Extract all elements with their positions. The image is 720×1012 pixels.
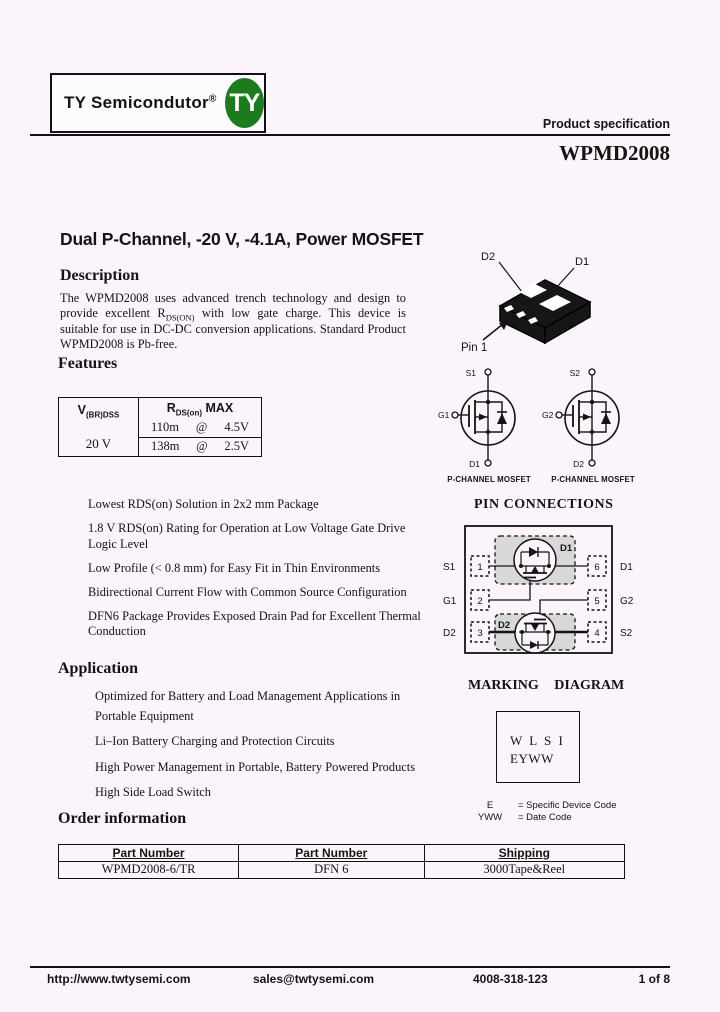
application-list bbox=[95, 687, 435, 809]
order-heading: Order information bbox=[58, 810, 187, 827]
feature-item: DFN6 Package Provides Exposed Drain Pad for Excellent Thermal Conduction bbox=[88, 608, 421, 638]
pin1-arrow bbox=[483, 319, 509, 340]
legend-meaning: = Specific Device Code bbox=[518, 800, 617, 811]
feature-item: Bidirectional Current Flow with Common Source Configuration bbox=[88, 584, 407, 599]
schematic-fet1 bbox=[438, 366, 540, 484]
pin-number: 2 bbox=[477, 596, 483, 607]
application-item: Li–Ion Battery Charging and Protection Circuits bbox=[95, 734, 335, 749]
pchannel-mosfet-symbol-icon bbox=[542, 366, 644, 470]
pin-number: 5 bbox=[594, 596, 600, 607]
package-label-d1: D1 bbox=[575, 256, 590, 268]
schematic-symbols bbox=[438, 366, 644, 484]
pchannel-mosfet-symbol-icon bbox=[438, 366, 540, 470]
d1-leader-line bbox=[556, 268, 574, 288]
rdson-column bbox=[139, 398, 261, 456]
order-shipping: 3000Tape&Reel bbox=[483, 862, 566, 876]
pin-number: 4 bbox=[594, 628, 600, 639]
footer-page-number: 1 of 8 bbox=[638, 972, 670, 986]
pin-label: D1 bbox=[620, 562, 633, 573]
schematic-fet2 bbox=[542, 366, 644, 484]
feature-item: Low Profile (< 0.8 mm) for Easy Fit in Thin Environments bbox=[88, 560, 381, 575]
pin-number: 6 bbox=[594, 562, 600, 573]
product-specification-label: Product specification bbox=[542, 117, 670, 131]
application-heading: Application bbox=[58, 660, 139, 677]
svg-text:D2: D2 bbox=[573, 459, 584, 469]
header-divider bbox=[30, 134, 670, 136]
svg-text:D1: D1 bbox=[469, 459, 480, 469]
feature-item: 1.8 V RDS(on) Rating for Operation at Low Voltage Gate Drive Logic Level bbox=[88, 521, 406, 551]
marking-legend bbox=[462, 800, 616, 823]
features-list bbox=[88, 497, 426, 648]
marking-box bbox=[496, 711, 580, 783]
feature-item: Lowest RDS(on) Solution in 2x2 mm Package bbox=[88, 497, 319, 511]
application-item: Optimized for Battery and Load Management Applications in Portable Equipment bbox=[95, 689, 401, 723]
footer-divider bbox=[30, 966, 670, 968]
order-package: DFN 6 bbox=[238, 862, 424, 878]
order-col-header: Shipping bbox=[425, 845, 624, 862]
pin-label: D2 bbox=[443, 628, 456, 639]
svg-text:G1: G1 bbox=[438, 410, 450, 420]
footer-website: http://www.twtysemi.com bbox=[47, 972, 191, 986]
description-paragraph: The WPMD2008 uses advanced trench technology and design to provide excellent $R_{DS(ON)}$ with low gate charge. This device is suitable for use in DC-DC conversion applications. Standard Product WPMD2008 is Pb-free. bbox=[60, 291, 406, 351]
rdson-row-1: 110m @ 4.5V bbox=[151, 419, 249, 434]
svg-text:G2: G2 bbox=[542, 410, 554, 420]
rdson-header: $R_{DS(on)}$ MAX bbox=[166, 401, 234, 418]
package-label-d2: D2 bbox=[481, 251, 496, 263]
pin-connections-diagram bbox=[440, 522, 640, 660]
pin-label: G2 bbox=[620, 596, 634, 607]
d2-leader-line bbox=[499, 262, 522, 292]
marking-line1: W L S I bbox=[510, 733, 565, 748]
package-body bbox=[500, 280, 590, 343]
order-part-number: WPMD2008-6/TR bbox=[101, 862, 196, 876]
legend-symbol: YWW bbox=[477, 812, 503, 823]
brand-name: TY Semicondutor® bbox=[64, 93, 217, 112]
marking-diagram-heading: MARKING DIAGRAM bbox=[468, 678, 625, 693]
description-heading: Description bbox=[60, 267, 140, 284]
package-figure bbox=[455, 246, 675, 354]
ty-logo-icon: TY bbox=[225, 78, 264, 128]
pin-label: S2 bbox=[620, 628, 633, 639]
pin-label: G1 bbox=[443, 596, 457, 607]
schematic-caption: P-CHANNEL MOSFET bbox=[551, 475, 635, 484]
features-heading: Features bbox=[58, 355, 118, 372]
vbrdss-header: $V_{(BR)DSS}$ bbox=[77, 403, 120, 420]
order-col-header: Part Number bbox=[238, 845, 424, 862]
application-item: High Power Management in Portable, Battery Powered Products bbox=[95, 759, 416, 774]
brand-logo-box bbox=[50, 73, 266, 133]
legend-symbol: E bbox=[486, 800, 494, 811]
pin-number: 1 bbox=[477, 562, 483, 573]
footer-phone: 4008-318-123 bbox=[473, 972, 548, 986]
features-ratings-table bbox=[58, 397, 262, 457]
legend-meaning: = Date Code bbox=[518, 812, 572, 823]
svg-text:S2: S2 bbox=[569, 368, 580, 378]
fet-bottom-label: D2 bbox=[498, 620, 511, 631]
pin-connections-heading: PIN CONNECTIONS bbox=[474, 497, 614, 512]
order-col-header: Part Number bbox=[59, 845, 238, 862]
registered-mark: ® bbox=[208, 93, 217, 105]
schematic-caption: P-CHANNEL MOSFET bbox=[447, 475, 531, 484]
page-title: Dual P-Channel, -20 V, -4.1A, Power MOSFET bbox=[60, 229, 424, 249]
marking-line2: EYWW bbox=[510, 750, 554, 766]
application-item: High Side Load Switch bbox=[95, 785, 211, 800]
voltage-value: 20 V bbox=[85, 435, 112, 451]
rdson-row-2: 138m @ 2.5V bbox=[139, 437, 261, 456]
pin-number: 3 bbox=[477, 628, 483, 639]
footer-email: sales@twtysemi.com bbox=[253, 972, 375, 986]
svg-text:S1: S1 bbox=[465, 368, 476, 378]
vbrdss-cell bbox=[59, 398, 139, 456]
package-label-pin1: Pin 1 bbox=[461, 342, 488, 354]
part-number-title: WPMD2008 bbox=[559, 141, 670, 165]
order-table bbox=[58, 844, 625, 879]
pin-label: S1 bbox=[443, 562, 456, 573]
fet-top-label: D1 bbox=[560, 543, 573, 554]
